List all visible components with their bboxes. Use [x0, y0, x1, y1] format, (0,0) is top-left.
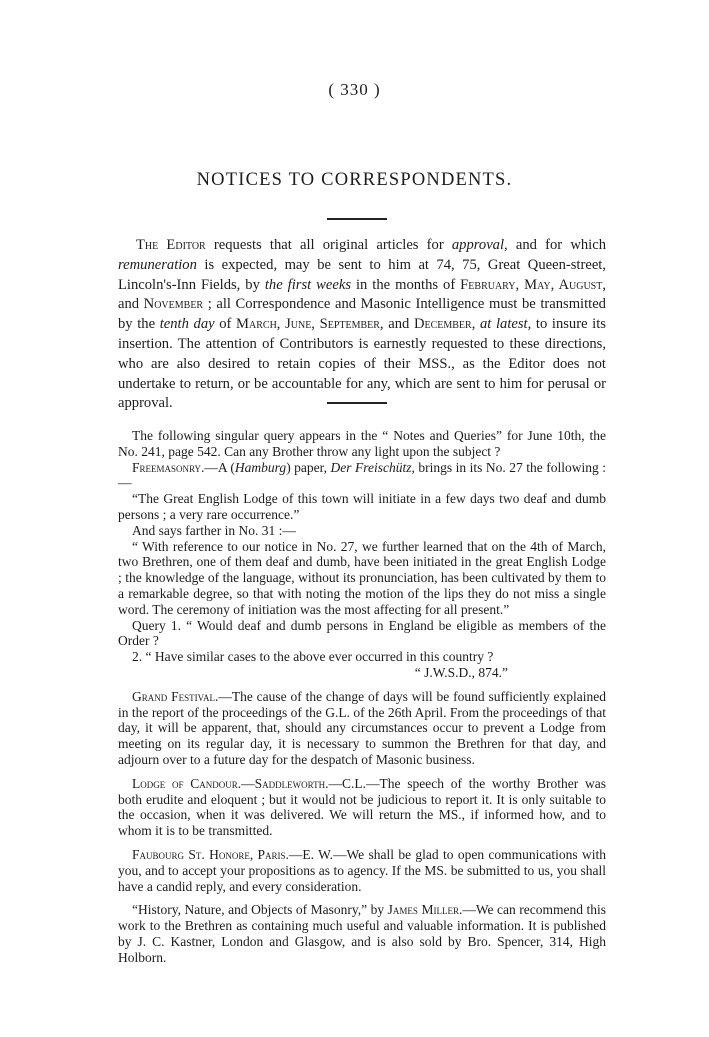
text-run: November	[143, 296, 204, 313]
text-run: is expected, may be sent to him at 74, 75, Great Queen-street, Lincoln's-Inn Fields, by	[118, 256, 606, 293]
editor-notice	[118, 236, 606, 414]
text-run: March, June, September,	[236, 316, 384, 333]
notice-label: Lodge of Candour.	[132, 775, 242, 791]
text-run: to insure its insertion. The attention of Contributors is earnestly requested to these directions, who are also desired to retain copies of their MSS., as the Editor does not undertake to return, or be accountable for any, which are sent to him for perusal or approval.	[118, 316, 606, 412]
text-run: —	[241, 775, 255, 791]
text-run: in the months of	[351, 276, 461, 293]
text-run: “History, Nature, and Objects of Masonry,” by	[132, 902, 388, 918]
page-number: ( 330 )	[328, 80, 381, 99]
editor-label: The Editor	[136, 237, 206, 253]
text-run: ) paper,	[286, 459, 331, 475]
text-run: and	[118, 296, 144, 313]
text-run: remuneration	[118, 256, 197, 273]
faubourg-notice	[118, 847, 606, 894]
quote-one: “The Great English Lodge of this town will initiate in a few days two deaf and dumb persons ; a very rare occurrence.”	[118, 491, 606, 522]
freemasonry-notice	[118, 460, 606, 492]
query-intro: The following singular query appears in the “ Notes and Queries” for June 10th, the No. 241, page 542. Can any Brother throw any light upon the subject ?	[118, 428, 606, 459]
text-run: at latest,	[480, 316, 532, 333]
text-run: James Miller.	[387, 902, 463, 918]
text-run: —C.L.—The speech of the worthy Brother was both erudite and eloquent ; but it would not be judicious to report it. It is only suitable to the occasion, when it was delivered. We will return the MS., if informed how, and to whom it is to be transmitted.	[118, 775, 606, 839]
text-run: February, May, August,	[460, 276, 606, 293]
notices-body	[118, 428, 606, 966]
notice-label: Faubourg St. Honore, Paris.	[132, 846, 289, 862]
text-run: Der Freischütz,	[330, 459, 415, 475]
text-run: —We can recommend this work to the Brethren as containing much useful and valuable information. It is published by J. C. Kastner, London and Glasgow, and is also sold by Bro. Spencer, 314, High Holborn.	[118, 902, 606, 965]
query-one: Query 1. “ Would deaf and dumb persons in England be eligible as members of the Order ?	[118, 617, 606, 649]
divider-rule	[327, 402, 387, 404]
text-run: —E. W.—We shall be glad to open communications with you, and to accept your propositions as to agency. If the MS. be submitted to us, you shall have a candid reply, and every consideration.	[118, 846, 606, 894]
text-run: tenth day	[159, 316, 215, 333]
editor-paragraph	[118, 236, 606, 414]
text-run: December,	[413, 316, 476, 333]
text-run: Saddleworth.	[254, 775, 329, 791]
text-run: and	[383, 316, 414, 333]
text-run: —The cause of the change of days will be found sufficiently explained in the report of the proceedings of the G.L. of the 26th April. From the proceedings of that day, it will be apparent, that, should any circumstances occur to prevent a Lodge from meeting on its regular day, it is necessary to summon the Brethren for that day, and adjourn over to a future day for the despatch of Masonic business.	[118, 688, 607, 767]
quote-two: “ With reference to our notice in No. 27, we further learned that on the 4th of March, two Brethren, one of them deaf and dumb, have been initiated in the great English Lodge ; the knowledge of the language, without its pronunciation, has been cultivated by them to a remarkable degree, so that with noting the motion of the lips they do not miss a single word. The ceremony of initiation was the most affecting for all present.”	[118, 538, 606, 617]
text-run: of	[214, 316, 237, 333]
candour-notice	[118, 776, 606, 839]
text-run: Hamburg	[234, 459, 287, 475]
text-run: approval,	[451, 237, 508, 253]
page-title: NOTICES TO CORRESPONDENTS.	[196, 170, 513, 190]
text-run: —A (	[204, 459, 235, 475]
text-run: requests that all original articles for	[205, 237, 452, 253]
history-notice	[118, 902, 606, 965]
text-run: the first weeks	[264, 276, 351, 293]
notice-label: Grand Festival.	[132, 688, 219, 704]
notice-label: Freemasonry.	[132, 459, 205, 475]
says-farther: And says farther in No. 31 :—	[132, 522, 296, 538]
divider-rule	[327, 218, 387, 220]
text-run: ; all Correspondence and Masonic Intelligence must be transmitted by the	[118, 296, 606, 333]
query-two: 2. “ Have similar cases to the above ever occurred in this country ?	[132, 649, 494, 665]
text-run: brings in its No. 27 the following :—	[118, 459, 607, 491]
text-run: and for which	[507, 237, 607, 253]
signature: “ J.W.S.D., 874.”	[414, 664, 508, 680]
grand-festival-notice	[118, 689, 606, 768]
